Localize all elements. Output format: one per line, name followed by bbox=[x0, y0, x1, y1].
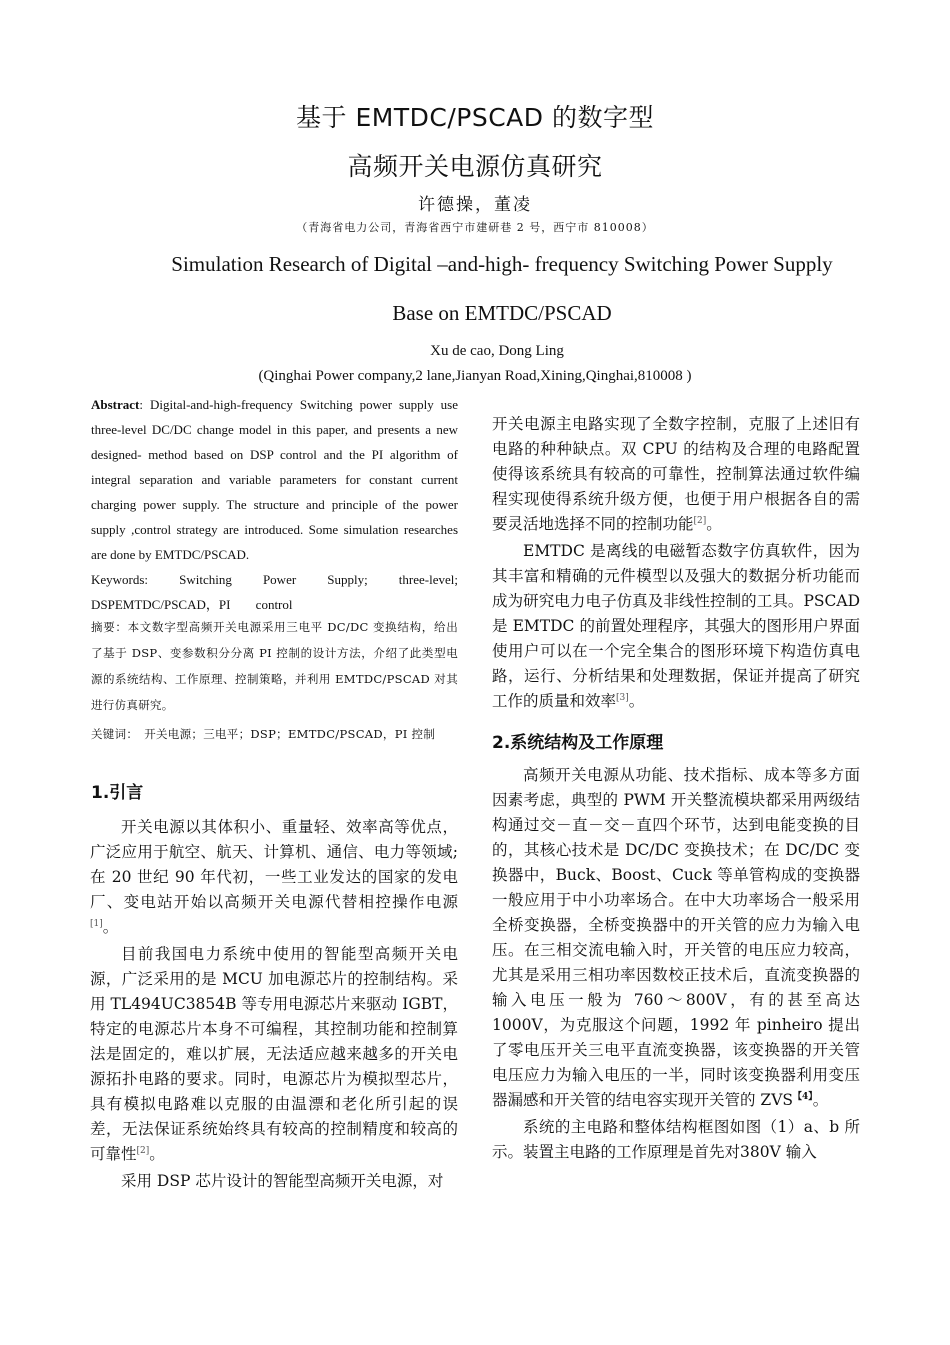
abstract-text: : Digital-and-high-frequency Switching power supply use three-level DC/DC change model in this paper, and presents a new designed- method based on DSP control and the PI algorithm of integral separation and variable parameters for constant current charging power supply. The structure and principle of the power supply ,control strategy are introduced. Some simulation researches are done by EMTDC/PSCAD. bbox=[91, 397, 458, 562]
affiliation-cn: （青海省电力公司，青海省西宁市建研巷 2 号，西宁市 810008） bbox=[296, 221, 654, 234]
paragraph: 开关电源主电路实现了全数字控制，克服了上述旧有电路的种种缺点。双 CPU 的结构及合理的电路配置使得该系统具有较高的可靠性，控制算法通过软件编程实现使得系统升级方便，也便于用户根据各自的需要灵活地选择不同的控制功能[2]。 bbox=[492, 415, 860, 533]
abstract-en bbox=[91, 392, 458, 617]
paragraph: EMTDC 是离线的电磁暂态数字仿真软件，因为其丰富和精确的元件模型以及强大的数据分析功能而成为研究电力电子仿真及非线性控制的工具。PSCAD 是 EMTDC 的前置处理程序，其强大的图形用户界面使用户可以在一个完全集合的图形环境下构造仿真电路，运行、分析结果和处理数据，保证并提高了研究工作的质量和效率[3]。 bbox=[492, 542, 860, 710]
section-1-heading: 1.引言 bbox=[91, 783, 144, 803]
section-2-heading: 2.系统结构及工作原理 bbox=[492, 733, 664, 753]
citation: [3] bbox=[616, 693, 629, 703]
citation: 【4】 bbox=[793, 1092, 813, 1102]
citation: [2] bbox=[693, 516, 707, 526]
keywords-cn-text: 开关电源；三电平；DSP；EMTDC/PSCAD，PI 控制 bbox=[144, 727, 436, 741]
keywords-en: Keywords: Switching Power Supply; three-level; DSPEMTDC/PSCAD，PI control bbox=[91, 572, 458, 612]
title-en-line2: Base on EMTDC/PSCAD bbox=[392, 301, 612, 325]
authors-cn: 许德操，董凌 bbox=[418, 195, 532, 215]
title-cn-line1: 基于 EMTDC/PSCAD 的数字型 bbox=[296, 103, 654, 132]
paragraph: 采用 DSP 芯片设计的智能型高频开关电源，对 bbox=[121, 1172, 444, 1190]
section-2-body bbox=[492, 763, 860, 1165]
keywords-cn-label: 关键词： bbox=[91, 727, 139, 741]
paragraph: 系统的主电路和整体结构框图如图（1）a、b 所示。装置主电路的工作原理是首先对380V 输入 bbox=[492, 1118, 860, 1161]
section-1-body-left bbox=[90, 815, 458, 1194]
title-en-line1: Simulation Research of Digital –and-high- frequency Switching Power Supply bbox=[171, 252, 833, 276]
section-1-body-right bbox=[492, 412, 860, 714]
affiliation-en: (Qinghai Power company,2 lane,Jianyan Road,Xining,Qinghai,810008 ) bbox=[258, 368, 692, 384]
abstract-label: Abstract bbox=[91, 397, 140, 412]
paragraph: 目前我国电力系统中使用的智能型高频开关电源，广泛采用的是 MCU 加电源芯片的控制结构。采用 TL494UC3854B 等专用电源芯片来驱动 IGBT，特定的电源芯片本身不可编程，其控制功能和控制算法是固定的，难以扩展，无法适应越来越多的开关电源拓扑电路的要求。同时，电源芯片为模拟型芯片，具有模拟电路难以克服的由温漂和老化所引起的误差，无法保证系统始终具有较高的控制精度和较高的可靠性[2]。 bbox=[90, 945, 458, 1163]
title-cn-line2: 高频开关电源仿真研究 bbox=[347, 152, 603, 181]
authors-en: Xu de cao, Dong Ling bbox=[430, 343, 564, 359]
paragraph: 高频开关电源从功能、技术指标、成本等多方面因素考虑，典型的 PWM 开关整流模块都采用两级结构通过交－直－交－直四个环节，达到电能变换的目的，其核心技术是 DC/DC 变换技术；在 DC/DC 变换器中，Buck、Boost、Cuck 等单管构成的变换器一般应用于中小功率场合。在中大功率场合一般采用全桥变换器，全桥变换器中的开关管的应力为输入电压。在三相交流电输入时，开关管的电压应力较高，尤其是采用三相功率因数校正技术后，直流变换器的输入电压一般为 760～800V，有的甚至高达 1000V，为克服这个问题，1992 年 pinheiro 提出了零电压开关三电平直流变换器，该变换器的开关管电压应力为输入电压的一半，同时该变换器利用变压器漏感和开关管的结电容实现开关管的 $ZVS^{【4】}$。 bbox=[492, 766, 860, 1109]
keywords-cn bbox=[91, 726, 458, 742]
paragraph: 开关电源以其体积小、重量轻、效率高等优点，广泛应用于航空、航天、计算机、通信、电力等领域;在 20 世纪 90 年代初，一些工业发达的国家的发电厂、变电站开始以高频开关电源代替相控操作电源[1]。 bbox=[90, 818, 458, 936]
abstract-cn: 摘要：本文数字型高频开关电源采用三电平 DC/DC 变换结构，给出了基于 DSP、变参数积分分离 PI 控制的设计方法，介绍了此类型电源的系统结构、工作原理、控制策略，并利用 EMTDC/PSCAD 对其进行仿真研究。 bbox=[91, 620, 458, 712]
citation: [1] bbox=[90, 919, 103, 929]
citation: [2] bbox=[136, 1146, 150, 1156]
